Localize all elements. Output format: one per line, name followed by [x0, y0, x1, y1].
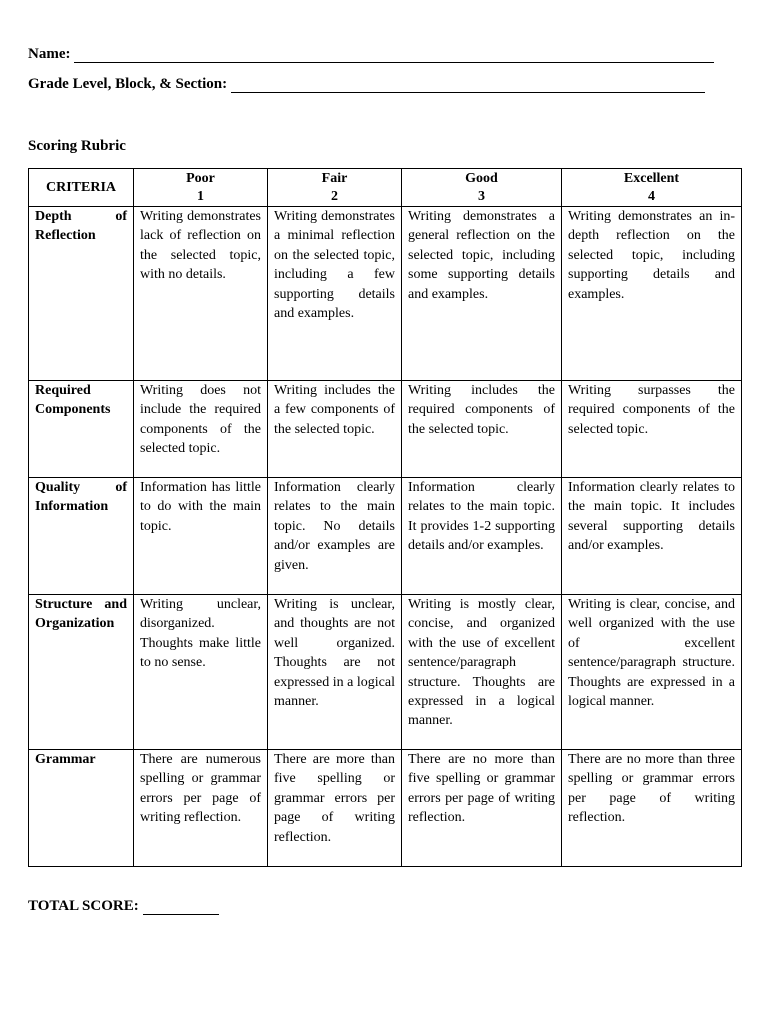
rubric-cell: Writing demonstrates a minimal reflection on the selected topic, including a few supporting details and examples. — [268, 207, 402, 381]
rubric-cell: Writing surpasses the required components of the selected topic. — [562, 381, 742, 478]
rubric-cell: Writing is clear, concise, and well organized with the use of excellent sentence/paragraph structure. Thoughts are expressed in a logical manner. — [562, 595, 742, 750]
rubric-cell: Writing is unclear, and thoughts are not well organized. Thoughts are not expressed in a logical manner. — [268, 595, 402, 750]
rubric-cell: Information has little to do with the main topic. — [134, 478, 268, 595]
criterion-grammar: Grammar — [29, 750, 134, 867]
grade-label: Grade Level, Block, & Section: — [28, 76, 228, 92]
criterion-required-components: Required Components — [29, 381, 134, 478]
rubric-cell: Writing unclear, disorganized. Thoughts make little to no sense. — [134, 595, 268, 750]
level-header-fair — [268, 169, 402, 207]
table-row — [29, 595, 742, 750]
level-header-poor — [134, 169, 268, 207]
table-header-row — [29, 169, 742, 207]
criterion-quality-of-information: Quality of Information — [29, 478, 134, 595]
table-row — [29, 207, 742, 381]
criterion-depth-of-reflection: Depth of Reflection — [29, 207, 134, 381]
criterion-structure-and-organization: Structure and Organization — [29, 595, 134, 750]
name-field-row — [28, 46, 714, 63]
grade-field-row — [28, 76, 705, 93]
grade-blank-line[interactable] — [231, 78, 705, 93]
table-row — [29, 750, 742, 867]
rubric-title: Scoring Rubric — [28, 138, 126, 154]
rubric-cell: Writing demonstrates a general reflection on the selected topic, including some supporting details and examples. — [402, 207, 562, 381]
rubric-cell: Information clearly relates to the main topic. It provides 1-2 supporting details and/or examples. — [402, 478, 562, 595]
total-score-row — [28, 898, 219, 915]
level-header-good — [402, 169, 562, 207]
rubric-cell: There are more than five spelling or grammar errors per page of writing reflection. — [268, 750, 402, 867]
rubric-cell: There are no more than five spelling or grammar errors per page of writing reflection. — [402, 750, 562, 867]
level-score: 4 — [648, 188, 655, 204]
rubric-cell: Writing demonstrates lack of reflection on the selected topic, with no details. — [134, 207, 268, 381]
level-score: 1 — [197, 188, 204, 204]
rubric-table — [28, 168, 742, 867]
criteria-header: CRITERIA — [29, 169, 134, 207]
level-name: Excellent — [623, 170, 680, 186]
total-score-label: TOTAL SCORE: — [28, 898, 139, 914]
name-label: Name: — [28, 46, 71, 62]
rubric-cell: There are numerous spelling or grammar errors per page of writing reflection. — [134, 750, 268, 867]
rubric-cell: Writing includes the required components of the selected topic. — [402, 381, 562, 478]
rubric-cell: Writing is mostly clear, concise, and organized with the use of excellent sentence/paragraph structure. Thoughts are expressed in a logical manner. — [402, 595, 562, 750]
rubric-cell: Information clearly relates to the main topic. No details and/or examples are given. — [268, 478, 402, 595]
total-score-blank-line[interactable] — [143, 900, 219, 915]
level-header-excellent — [562, 169, 742, 207]
rubric-cell: There are no more than three spelling or grammar errors per page of writing reflection. — [562, 750, 742, 867]
level-name: Fair — [321, 170, 348, 186]
level-score: 3 — [478, 188, 485, 204]
rubric-cell: Information clearly relates to the main topic. It includes several supporting details and/or examples. — [562, 478, 742, 595]
table-row — [29, 381, 742, 478]
table-row — [29, 478, 742, 595]
rubric-cell: Writing includes the a few components of the selected topic. — [268, 381, 402, 478]
name-blank-line[interactable] — [74, 48, 714, 63]
level-name: Good — [465, 170, 498, 186]
rubric-cell: Writing does not include the required components of the selected topic. — [134, 381, 268, 478]
level-name: Poor — [186, 170, 215, 186]
rubric-cell: Writing demonstrates an in-depth reflection on the selected topic, including supporting details and examples. — [562, 207, 742, 381]
level-score: 2 — [331, 188, 338, 204]
